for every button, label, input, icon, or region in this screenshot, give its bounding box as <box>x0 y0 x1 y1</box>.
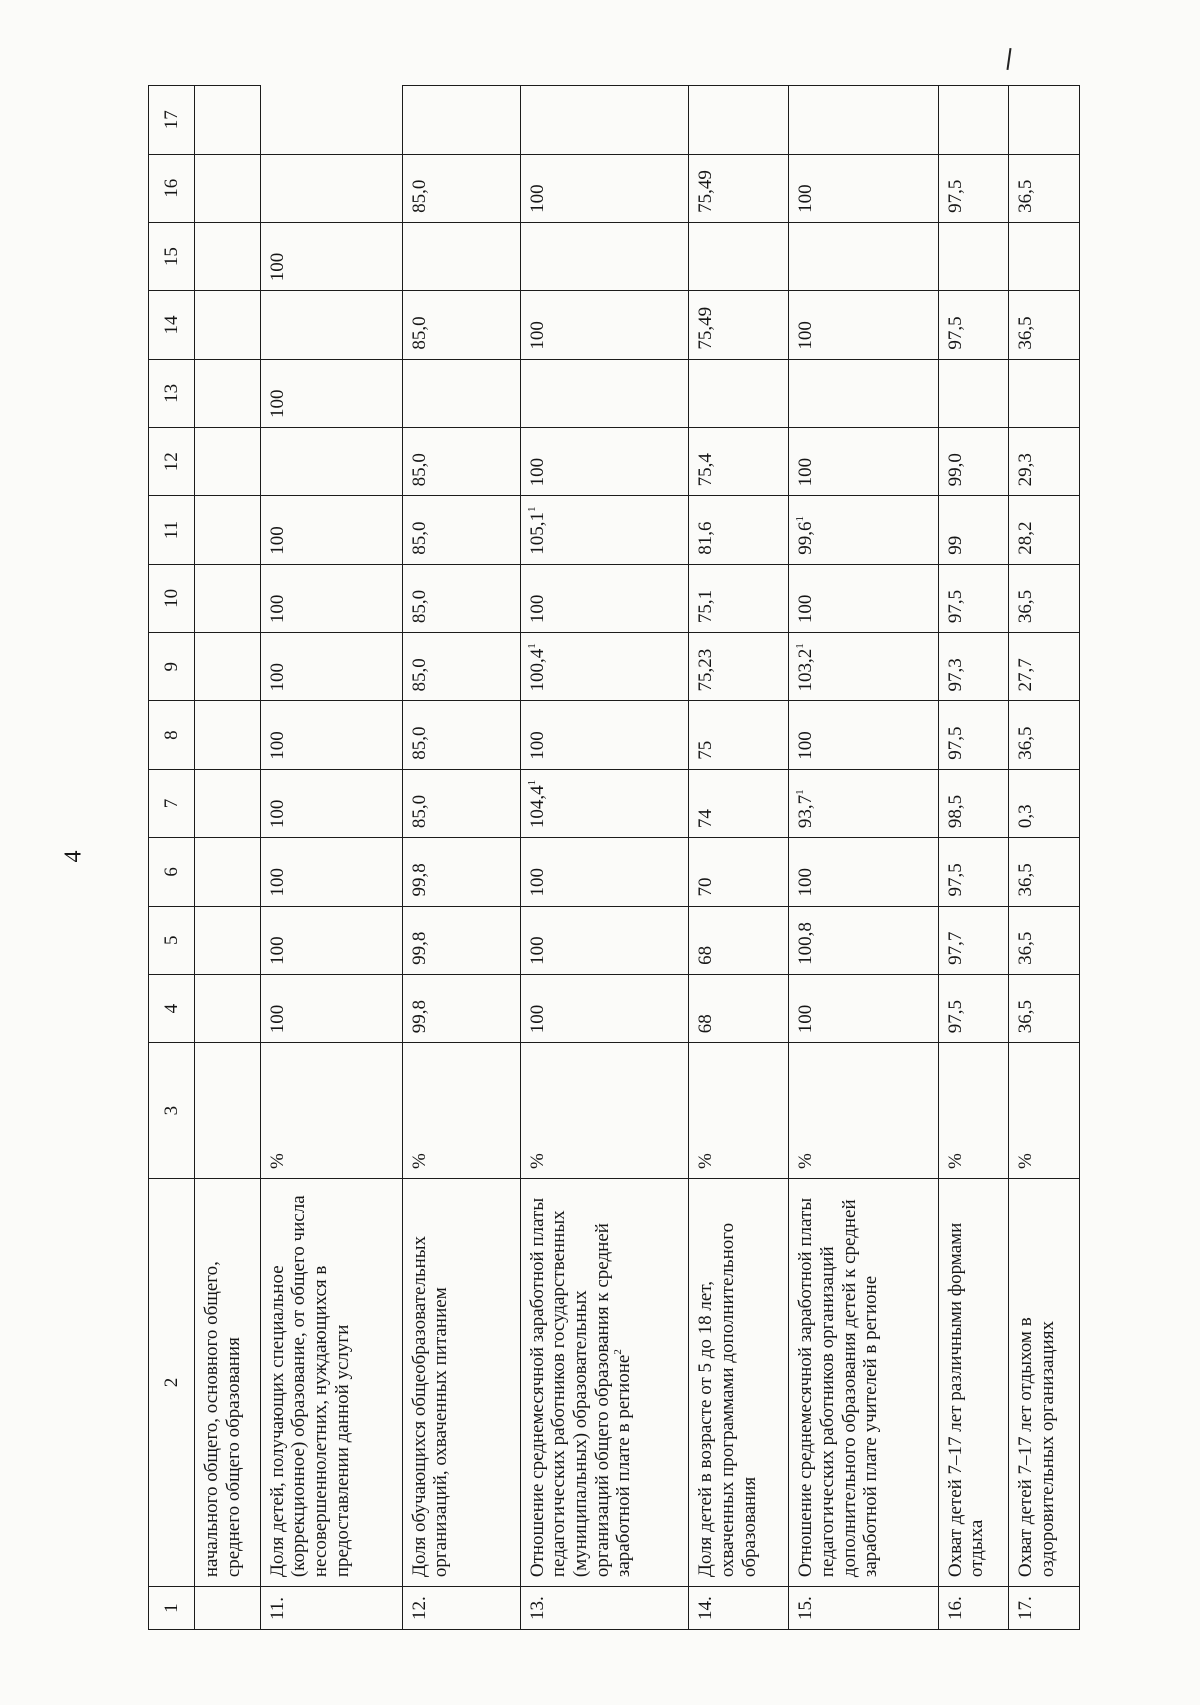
column-number-8: 8 <box>149 701 195 769</box>
value-cell-col-6: 99,8 <box>402 838 520 906</box>
column-number-3: 3 <box>149 1043 195 1179</box>
indicator-name: Доля детей, получающих специальное (коррекционное) образование, от общего числа несовершеннолетних, нуждающихся в предоставлении данной услуги <box>260 1178 402 1586</box>
value-cell-col-10: 97,5 <box>938 564 1009 632</box>
value-cell-col-5: 97,7 <box>938 906 1009 974</box>
value-cell-col-13: 100 <box>260 359 402 427</box>
column-number-11: 11 <box>149 496 195 564</box>
value-cell-col-11: 100 <box>260 496 402 564</box>
row-number <box>195 1587 260 1630</box>
value-cell-col-15 <box>195 222 260 290</box>
value-cell-col-10: 36,5 <box>1009 564 1080 632</box>
value-cell-col-10: 100 <box>260 564 402 632</box>
row-number: 17. <box>1009 1587 1080 1630</box>
value-cell-col-4: 68 <box>689 974 789 1042</box>
value-cell-col-15 <box>689 222 789 290</box>
table-row <box>402 86 520 1630</box>
value-cell-col-11: 28,2 <box>1009 496 1080 564</box>
value-cell-col-6: 100 <box>789 838 939 906</box>
indicator-name: Доля обучающихся общеобразовательных организаций, охваченных питанием <box>402 1178 520 1586</box>
value-cell-col-9: 100 <box>260 633 402 701</box>
value-cell-col-7: 85,0 <box>402 769 520 837</box>
value-cell-col-14 <box>195 291 260 359</box>
value-cell-col-12 <box>195 428 260 496</box>
table-row <box>789 86 939 1630</box>
value-cell-col-7: 93,7$^1$ <box>789 769 939 837</box>
column-number-10: 10 <box>149 564 195 632</box>
row-number: 15. <box>789 1587 939 1630</box>
unit-cell: % <box>938 1043 1009 1179</box>
indicator-name: Охват детей 7–17 лет различными формами отдыха <box>938 1178 1009 1586</box>
value-cell-col-13 <box>520 359 689 427</box>
value-cell-col-12: 100 <box>789 428 939 496</box>
value-cell-col-15 <box>789 222 939 290</box>
column-number-6: 6 <box>149 838 195 906</box>
value-cell-col-12: 100 <box>520 428 689 496</box>
value-cell-col-10: 100 <box>520 564 689 632</box>
table-row <box>1009 86 1080 1630</box>
unit-cell: % <box>520 1043 689 1179</box>
indicator-name: начального общего, основного общего, среднего общего образования <box>195 1178 260 1586</box>
value-cell-col-15 <box>1009 222 1080 290</box>
value-cell-col-7: 104,4$^1$ <box>520 769 689 837</box>
value-cell-col-8: 75 <box>689 701 789 769</box>
value-cell-col-5: 36,5 <box>1009 906 1080 974</box>
value-cell-col-6: 36,5 <box>1009 838 1080 906</box>
value-cell-col-9: 97,3 <box>938 633 1009 701</box>
indicator-name: Доля детей в возрасте от 5 до 18 лет, охваченных программами дополнительного образования <box>689 1178 789 1586</box>
value-cell-col-6: 100 <box>260 838 402 906</box>
value-cell-col-4: 36,5 <box>1009 974 1080 1042</box>
value-cell-col-7: 100 <box>260 769 402 837</box>
value-cell-col-17 <box>520 86 689 155</box>
value-cell-col-16 <box>260 154 402 222</box>
value-cell-col-9 <box>195 633 260 701</box>
indicators-table-frame <box>148 85 1080 1630</box>
unit-cell: % <box>689 1043 789 1179</box>
value-cell-col-14: 75,49 <box>689 291 789 359</box>
value-cell-col-8: 36,5 <box>1009 701 1080 769</box>
value-cell-col-11: 85,0 <box>402 496 520 564</box>
value-cell-col-8: 100 <box>789 701 939 769</box>
indicator-name: Отношение среднемесячной заработной платы педагогических работников организаций дополнительного образования детей к средней заработной плате учителей в регионе <box>789 1178 939 1586</box>
column-number-4: 4 <box>149 974 195 1042</box>
value-cell-col-8: 85,0 <box>402 701 520 769</box>
table-row <box>938 86 1009 1630</box>
footnote-marker: 1 <box>525 506 538 512</box>
value-cell-col-17 <box>938 86 1009 155</box>
value-cell-col-12: 99,0 <box>938 428 1009 496</box>
row-number: 11. <box>260 1587 402 1630</box>
value-cell-col-17 <box>195 86 260 155</box>
value-cell-col-5: 68 <box>689 906 789 974</box>
value-cell-col-12 <box>260 428 402 496</box>
value-cell-col-14: 100 <box>789 291 939 359</box>
table-row <box>689 86 789 1630</box>
value-cell-col-17 <box>689 86 789 155</box>
value-cell-col-10: 85,0 <box>402 564 520 632</box>
value-cell-col-5 <box>195 906 260 974</box>
value-cell-col-13 <box>1009 359 1080 427</box>
footnote-marker: 1 <box>794 789 807 795</box>
value-cell-col-9: 85,0 <box>402 633 520 701</box>
value-cell-col-14: 97,5 <box>938 291 1009 359</box>
value-cell-col-5: 99,8 <box>402 906 520 974</box>
value-cell-col-12: 85,0 <box>402 428 520 496</box>
footnote-marker: 1 <box>794 643 807 649</box>
value-cell-col-15 <box>938 222 1009 290</box>
column-number-15: 15 <box>149 222 195 290</box>
value-cell-col-4: 99,8 <box>402 974 520 1042</box>
value-cell-col-11: 105,1$^1$ <box>520 496 689 564</box>
value-cell-col-4: 100 <box>789 974 939 1042</box>
column-number-12: 12 <box>149 428 195 496</box>
value-cell-col-11 <box>195 496 260 564</box>
value-cell-col-15: 100 <box>260 222 402 290</box>
value-cell-col-14: 100 <box>520 291 689 359</box>
page-number: 4 <box>60 850 87 863</box>
value-cell-col-9: 75,23 <box>689 633 789 701</box>
value-cell-col-16: 85,0 <box>402 154 520 222</box>
value-cell-col-6: 100 <box>520 838 689 906</box>
value-cell-col-7 <box>195 769 260 837</box>
value-cell-col-7: 74 <box>689 769 789 837</box>
value-cell-col-5: 100 <box>520 906 689 974</box>
value-cell-col-16: 75,49 <box>689 154 789 222</box>
column-number-1: 1 <box>149 1587 195 1630</box>
value-cell-col-7: 0,3 <box>1009 769 1080 837</box>
value-cell-col-14 <box>260 291 402 359</box>
value-cell-col-16 <box>195 154 260 222</box>
value-cell-col-12: 75,4 <box>689 428 789 496</box>
value-cell-col-6: 70 <box>689 838 789 906</box>
footnote-marker: 1 <box>525 643 538 649</box>
value-cell-col-6 <box>195 838 260 906</box>
row-number: 16. <box>938 1587 1009 1630</box>
indicators-table <box>148 85 1080 1630</box>
value-cell-col-4: 100 <box>260 974 402 1042</box>
value-cell-col-16: 36,5 <box>1009 154 1080 222</box>
value-cell-col-10: 100 <box>789 564 939 632</box>
value-cell-col-11: 99,6$^1$ <box>789 496 939 564</box>
value-cell-col-9: 100,4$^1$ <box>520 633 689 701</box>
value-cell-col-11: 81,6 <box>689 496 789 564</box>
column-number-16: 16 <box>149 154 195 222</box>
value-cell-col-6: 97,5 <box>938 838 1009 906</box>
row-number: 14. <box>689 1587 789 1630</box>
value-cell-col-13 <box>402 359 520 427</box>
footnote-marker: 1 <box>525 779 538 786</box>
value-cell-col-10: 75,1 <box>689 564 789 632</box>
footnote-marker: 2 <box>612 1349 625 1355</box>
row-number: 13. <box>520 1587 689 1630</box>
value-cell-col-15 <box>520 222 689 290</box>
value-cell-col-4: 100 <box>520 974 689 1042</box>
value-cell-col-5: 100,8 <box>789 906 939 974</box>
table-row <box>260 86 402 1630</box>
table-row <box>195 86 260 1630</box>
column-number-2: 2 <box>149 1178 195 1586</box>
column-number-row <box>149 86 195 1630</box>
value-cell-col-13 <box>195 359 260 427</box>
value-cell-col-17 <box>1009 86 1080 155</box>
column-number-17: 17 <box>149 86 195 155</box>
value-cell-col-12: 29,3 <box>1009 428 1080 496</box>
value-cell-col-17 <box>789 86 939 155</box>
value-cell-col-16: 97,5 <box>938 154 1009 222</box>
value-cell-col-15 <box>402 222 520 290</box>
unit-cell: % <box>402 1043 520 1179</box>
value-cell-col-16: 100 <box>520 154 689 222</box>
value-cell-col-9: 103,2$^1$ <box>789 633 939 701</box>
unit-cell: % <box>789 1043 939 1179</box>
unit-cell <box>195 1043 260 1179</box>
value-cell-col-8: 100 <box>520 701 689 769</box>
value-cell-col-4 <box>195 974 260 1042</box>
row-number: 12. <box>402 1587 520 1630</box>
indicator-name: Охват детей 7–17 лет отдыхом в оздоровительных организациях <box>1009 1178 1080 1586</box>
value-cell-col-14: 36,5 <box>1009 291 1080 359</box>
value-cell-col-9: 27,7 <box>1009 633 1080 701</box>
value-cell-col-13 <box>789 359 939 427</box>
handwritten-tick-mark <box>1006 48 1011 70</box>
value-cell-col-5: 100 <box>260 906 402 974</box>
value-cell-col-17 <box>402 86 520 155</box>
unit-cell: % <box>1009 1043 1080 1179</box>
value-cell-col-8: 100 <box>260 701 402 769</box>
column-number-5: 5 <box>149 906 195 974</box>
column-number-14: 14 <box>149 291 195 359</box>
value-cell-col-7: 98,5 <box>938 769 1009 837</box>
column-number-13: 13 <box>149 359 195 427</box>
value-cell-col-13 <box>938 359 1009 427</box>
value-cell-col-8 <box>195 701 260 769</box>
unit-cell: % <box>260 1043 402 1179</box>
indicator-name: Отношение среднемесячной заработной платы педагогических работников государственных (муниципальных) образовательных организаций общего образования к средней заработной плате в регионе$^2$ <box>520 1178 689 1586</box>
value-cell-col-16: 100 <box>789 154 939 222</box>
footnote-marker: 1 <box>794 515 807 522</box>
value-cell-col-11: 99 <box>938 496 1009 564</box>
column-number-9: 9 <box>149 633 195 701</box>
value-cell-col-14: 85,0 <box>402 291 520 359</box>
value-cell-col-13 <box>689 359 789 427</box>
value-cell-col-4: 97,5 <box>938 974 1009 1042</box>
column-number-7: 7 <box>149 769 195 837</box>
value-cell-col-8: 97,5 <box>938 701 1009 769</box>
table-row <box>520 86 689 1630</box>
value-cell-col-10 <box>195 564 260 632</box>
